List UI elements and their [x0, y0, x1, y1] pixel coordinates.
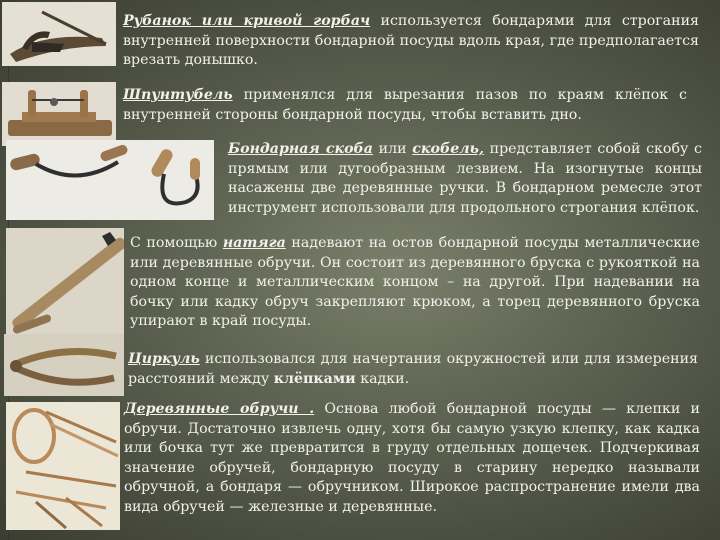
- section-compass: [128, 350, 698, 389]
- term-staves: клёпками: [273, 370, 356, 387]
- compass-photo: [4, 334, 124, 396]
- term-hoop-driver: натяга: [222, 235, 286, 251]
- section-plane: [123, 12, 699, 71]
- grooving-plane-photo: [2, 82, 116, 146]
- term-drawknife: Бондарная скоба: [228, 141, 373, 157]
- desc-compass: использовался для начертания окружностей или для измерения расстояний между: [128, 351, 698, 387]
- plane-tool-photo: [2, 2, 116, 66]
- drawknife-photo: [6, 140, 214, 220]
- hoop-driver-photo: [6, 228, 124, 338]
- term-plane: Рубанок или кривой горбач: [123, 13, 371, 29]
- desc-compass-tail: кадки.: [355, 370, 410, 387]
- desc-wooden-hoops: Основа любой бондарной посуды — клепки и обручи. Достаточно извлечь одну, хотя бы самую узкую клепку, как кадка или бочка тут же превратится в груду отдельных дощечек. Подчеркивая значение обручей, бондарную посуду в старину нередко называли обручной, а бондаря — обручником. Широкое распространение имели два вида обручей — железные и деревянные.: [124, 401, 700, 515]
- desc-plane: используется бондарями для строгания внутренней поверхности бондарной посуды вдоль края, где предполагается врезать донышко.: [123, 13, 700, 68]
- section-hoop-driver: [130, 234, 700, 332]
- desc-hoop-driver-pre: С помощью: [130, 235, 223, 251]
- term-compass: Циркуль: [128, 351, 200, 367]
- desc-grooving-plane: применялся для вырезания пазов по краям клёпок с внутренней стороны бондарной посуды, чтобы вставить дно.: [123, 87, 687, 123]
- term-drawknife-alt: скобель,: [412, 141, 484, 157]
- desc-drawknife: представляет собой скобу с прямым или дугообразным лезвием. На изогнутые концы насажены две деревянные ручки. В бондарном ремесле этот инструмент использовали для продольного строгания клёпок.: [228, 141, 702, 216]
- term-grooving-plane: Шпунтубель: [123, 87, 233, 103]
- section-drawknife: [228, 140, 702, 218]
- wooden-hoops-photo: [6, 402, 120, 530]
- section-grooving-plane: [123, 86, 687, 125]
- desc-hoop-driver: надевают на остов бондарной посуды металлические или деревянные обручи. Он состоит из деревянного бруска с рукояткой на одном конце и металлическим концом – на другой. При надевании на бочку или кадку обруч закрепляют крюком, а торец деревянного бруска упирают в край посуды.: [130, 235, 701, 329]
- section-wooden-hoops: [124, 400, 700, 517]
- desc-drawknife-or: или: [372, 141, 413, 157]
- term-wooden-hoops: Деревянные обручи .: [124, 401, 315, 417]
